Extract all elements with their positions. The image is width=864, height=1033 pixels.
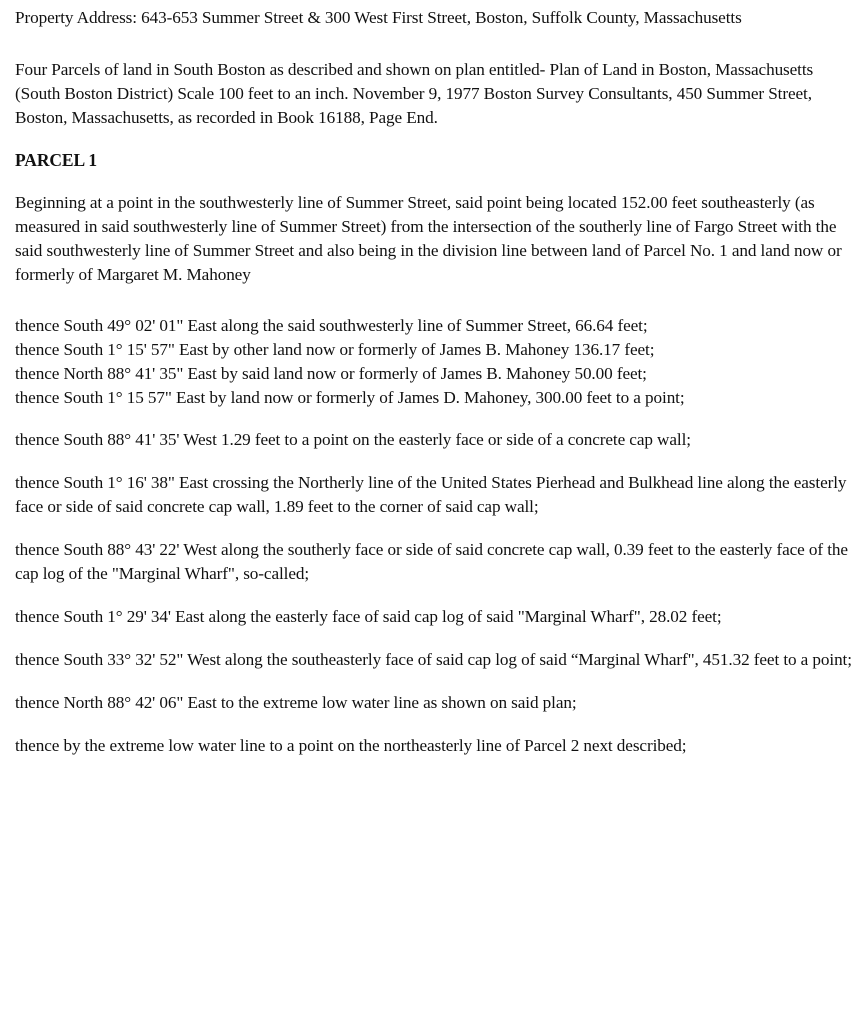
- course-line: thence North 88° 41' 35" East by said land now or formerly of James B. Mahoney 50.00 feet;: [15, 364, 647, 383]
- legal-description-document: [15, 6, 853, 777]
- course-group: [15, 314, 853, 410]
- course-paragraph: thence by the extreme low water line to a point on the northeasterly line of Parcel 2 next described;: [15, 736, 687, 755]
- course-paragraph: thence North 88° 42' 06" East to the extreme low water line as shown on said plan;: [15, 693, 577, 712]
- course-paragraph: thence South 88° 43' 22' West along the southerly face or side of said concrete cap wall, 0.39 feet to the easterly face of the cap log of the "Marginal Wharf", so-called;: [15, 540, 848, 583]
- course-paragraph: thence South 1° 16' 38" East crossing the Northerly line of the United States Pierhead and Bulkhead line along the easterly face or side of said concrete cap wall, 1.89 feet to the corner of said cap wall;: [15, 473, 847, 516]
- course-paragraph: thence South 88° 41' 35' West 1.29 feet to a point on the easterly face or side of a concrete cap wall;: [15, 430, 691, 449]
- property-address: Property Address: 643-653 Summer Street & 300 West First Street, Boston, Suffolk County, Massachusetts: [15, 8, 742, 27]
- course-paragraph: thence South 33° 32' 52" West along the southeasterly face of said cap log of said “Marginal Wharf", 451.32 feet to a point;: [15, 650, 852, 669]
- point-of-beginning: Beginning at a point in the southwesterly line of Summer Street, said point being located 152.00 feet southeasterly (as measured in said southwesterly line of Summer Street) from the intersection of the southerly line of Fargo Street with the said southwesterly line of Summer Street and also being in the division line between land of Parcel No. 1 and land now or formerly of Margaret M. Mahoney: [15, 193, 842, 284]
- course-paragraph: thence South 1° 29' 34' East along the easterly face of said cap log of said "Marginal Wharf", 28.02 feet;: [15, 607, 722, 626]
- parcels-description: Four Parcels of land in South Boston as described and shown on plan entitled- Plan of Land in Boston, Massachusetts (South Boston District) Scale 100 feet to an inch. November 9, 1977 Boston Survey Consultants, 450 Summer Street, Boston, Massachusetts, as recorded in Book 16188, Page End.: [15, 60, 814, 127]
- parcel-heading: PARCEL 1: [15, 150, 98, 170]
- course-line: thence South 1° 15' 57" East by other land now or formerly of James B. Mahoney 136.17 feet;: [15, 340, 655, 359]
- course-line: thence South 1° 15 57" East by land now or formerly of James D. Mahoney, 300.00 feet to a point;: [15, 388, 685, 407]
- course-line: thence South 49° 02' 01" East along the said southwesterly line of Summer Street, 66.64 feet;: [15, 316, 648, 335]
